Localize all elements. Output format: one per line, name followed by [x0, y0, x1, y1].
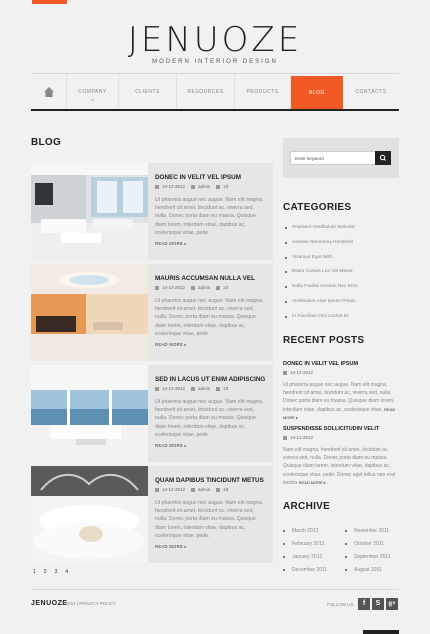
search-icon — [375, 151, 391, 165]
blog-post — [31, 264, 273, 361]
recent-post-excerpt: Ut pharetra augue nec augue. Nam elit magna, hendrerit sit amet, tincidunt ac, viverra sed, nulla. Donec porta diam eu massa. Quisque diam lorem, interdum vitae, dapibus ac, scelerisque vitae, READ MORE ▸ — [283, 382, 396, 420]
nav-company[interactable] — [67, 74, 119, 110]
category-link[interactable]: Aenean Nonummy Hendrerit — [283, 240, 399, 255]
post-meta — [155, 487, 228, 492]
search-input[interactable] — [290, 151, 376, 165]
footer-divider — [31, 589, 399, 590]
comment-icon — [216, 185, 220, 189]
nav-clients[interactable] — [119, 74, 177, 110]
nav-products[interactable] — [235, 74, 291, 110]
post-excerpt: Ut pharetra augue nec augue. Nam elit magna, hendrerit sit amet, tincidunt ac, viverra sed, nulla. Donec porta diam eu massa. Quisque diam lorem, interdum vitae, dapibus ac, scelerisque vitae, pede. — [155, 500, 264, 539]
nav-home[interactable] — [31, 74, 67, 110]
category-link[interactable]: Vivamus Eget Nibh — [283, 255, 399, 270]
category-link[interactable]: In Faucibus Orci Luctus Et — [283, 314, 399, 329]
calendar-icon — [283, 371, 287, 375]
logo-title: JENUOZE — [127, 20, 303, 60]
nav-resources[interactable] — [177, 74, 235, 110]
skype-icon[interactable]: S — [372, 598, 384, 610]
post-image[interactable] — [31, 365, 148, 462]
comment-icon — [216, 488, 220, 492]
blog-post — [31, 365, 273, 462]
nav-label-clients: CLIENTS — [135, 89, 160, 95]
page-link[interactable]: 3 — [54, 569, 58, 575]
calendar-icon — [155, 488, 159, 492]
scroll-top-tab[interactable] — [363, 630, 399, 634]
post-date: 14-12-2012 — [162, 386, 186, 391]
comment-icon — [216, 387, 220, 391]
calendar-icon — [155, 286, 159, 290]
post-title[interactable]: SED IN LACUS UT ENIM ADIPISCING — [155, 376, 266, 383]
nav-label-resources: RESOURCES — [187, 89, 224, 95]
google-plus-icon[interactable]: g+ — [386, 598, 398, 610]
categories-title: CATEGORIES — [283, 202, 352, 213]
post-author[interactable]: admin — [198, 285, 211, 290]
top-accent-bar — [32, 0, 67, 4]
post-meta — [155, 184, 228, 189]
category-link[interactable]: Vestibulum Ante Ipsum Primis — [283, 299, 399, 314]
read-more-link[interactable]: READ MORE ▸ — [155, 443, 187, 448]
archive-link[interactable]: January 2012 — [283, 554, 322, 560]
calendar-icon — [155, 387, 159, 391]
post-author[interactable]: admin — [198, 184, 211, 189]
post-excerpt: Ut pharetra augue nec augue. Nam elit magna, hendrerit sit amet, tincidunt ac, viverra sed, nulla. Donec porta diam eu massa. Quisque diam lorem, interdum vitae, dapibus ac, scelerisque vitae, pede. — [155, 197, 264, 236]
calendar-icon — [283, 436, 287, 440]
search-button[interactable] — [375, 151, 391, 165]
page-link[interactable]: 2 — [43, 569, 47, 575]
archive-link[interactable]: March 2012 — [283, 528, 318, 534]
post-image[interactable] — [31, 264, 148, 361]
post-comments[interactable]: 23 — [223, 285, 229, 290]
read-more-link[interactable]: READ MORE ▸ — [155, 544, 187, 549]
nav-label-blog: BLOG — [309, 90, 325, 96]
recent-post-excerpt: Nam elit magna, hendrerit sit amet, tincidunt ac, viverra sed, nulla. Donec porta diam eu massa. Quisque diam lorem, interdum vitae, dapibus ac, scelerisque vitae, pede. Donec eget tellus non erat lacinia READ MORE ▸ — [283, 447, 396, 486]
pagination — [33, 569, 68, 575]
post-author[interactable]: admin — [198, 487, 211, 492]
archive-link[interactable]: February 2012 — [283, 541, 325, 547]
page-link[interactable]: 1 — [33, 569, 36, 575]
nav-label-contacts: CONTACTS — [355, 89, 387, 95]
category-link[interactable]: Nulla Facilisi Aenean Nec Eros — [283, 284, 399, 299]
post-title[interactable]: QUAM DAPIBUS TINCIDUNT METUS — [155, 477, 264, 484]
user-icon — [191, 286, 195, 290]
nav-label-products: PRODUCTS — [246, 89, 279, 95]
post-date: 14-12-2012 — [162, 487, 186, 492]
nav-contacts[interactable] — [343, 74, 399, 110]
user-icon — [191, 185, 195, 189]
recent-post-title[interactable]: SUSPENDISSE SOLLICITUDIN VELIT — [283, 426, 380, 432]
calendar-icon — [155, 185, 159, 189]
archive-title: ARCHIVE — [283, 501, 331, 512]
recent-post-date: 14-12-2012 — [283, 435, 313, 440]
post-meta — [155, 285, 228, 290]
post-date: 14-12-2012 — [162, 184, 186, 189]
archive-link[interactable]: September 2011 — [345, 554, 391, 560]
archive-link[interactable]: December 2011 — [283, 567, 327, 573]
page-link[interactable]: 4 — [65, 569, 69, 575]
post-image[interactable] — [31, 163, 148, 260]
footer-logo[interactable]: JENUOZE — [31, 600, 68, 607]
site-logo[interactable] — [0, 20, 430, 65]
user-icon — [191, 488, 195, 492]
page-title: BLOG — [31, 137, 62, 148]
search-box — [283, 138, 399, 178]
home-icon — [43, 86, 55, 98]
archive-link[interactable]: October 2011 — [345, 541, 384, 547]
post-excerpt: Ut pharetra augue nec augue. Nam elit magna, hendrerit sit amet, tincidunt ac, viverra sed, nulla. Donec porta diam eu massa. Quisque diam lorem, interdum vitae, dapibus ac, scelerisque vitae, pede. — [155, 298, 264, 337]
main-nav — [31, 73, 399, 110]
logo-tagline: MODERN INTERIOR DESIGN — [152, 59, 278, 65]
blog-post — [31, 466, 273, 563]
post-excerpt: Ut pharetra augue nec augue. Nam elit magna, hendrerit sit amet, tincidunt ac, viverra sed, nulla. Donec porta diam eu massa. Quisque diam lorem, interdum vitae, dapibus ac, scelerisque vitae, pede. — [155, 399, 264, 438]
facebook-icon[interactable]: f — [358, 598, 370, 610]
archive-link[interactable]: August 2011 — [345, 567, 382, 573]
nav-label-company: COMPANY — [78, 89, 107, 95]
archive-link[interactable]: November 2011 — [345, 528, 389, 534]
footer-copyright[interactable]: © 2012 | PRIVACY POLICY — [61, 601, 117, 606]
recent-posts-title: RECENT POSTS — [283, 335, 365, 346]
post-comments[interactable]: 23 — [223, 487, 229, 492]
post-title[interactable]: DONEC IN VELIT VEL IPSUM — [155, 174, 241, 181]
post-comments[interactable]: 23 — [223, 386, 229, 391]
chevron-down-icon: ⌄ — [89, 96, 96, 103]
read-more-link[interactable]: READ MORE ▸ — [155, 241, 187, 246]
post-image[interactable] — [31, 466, 148, 563]
recent-post-date: 14-12-2012 — [283, 370, 313, 375]
user-icon — [191, 387, 195, 391]
nav-blog[interactable] — [291, 76, 343, 110]
recent-post-title[interactable]: DONEC IN VELIT VEL IPSUM — [283, 361, 359, 367]
nav-underline — [31, 109, 399, 111]
post-date: 14-12-2012 — [162, 285, 186, 290]
category-link[interactable]: Etiam Cursus Leo Vel Metus — [283, 269, 399, 284]
comment-icon — [216, 286, 220, 290]
post-comments[interactable]: 23 — [223, 184, 229, 189]
read-more-link[interactable]: READ MORE ▸ — [298, 479, 326, 485]
follow-us-label: FOLLOW US — [327, 602, 354, 607]
category-link[interactable]: Praesent Vestibulum Molestie — [283, 225, 399, 240]
blog-post — [31, 163, 273, 260]
post-author[interactable]: admin — [198, 386, 211, 391]
read-more-link[interactable]: READ MORE ▸ — [283, 406, 396, 420]
read-more-link[interactable]: READ MORE ▸ — [155, 342, 187, 347]
categories-list — [283, 225, 399, 329]
post-meta — [155, 386, 228, 391]
post-title[interactable]: MAURIS ACCUMSAN NULLA VEL — [155, 275, 255, 282]
